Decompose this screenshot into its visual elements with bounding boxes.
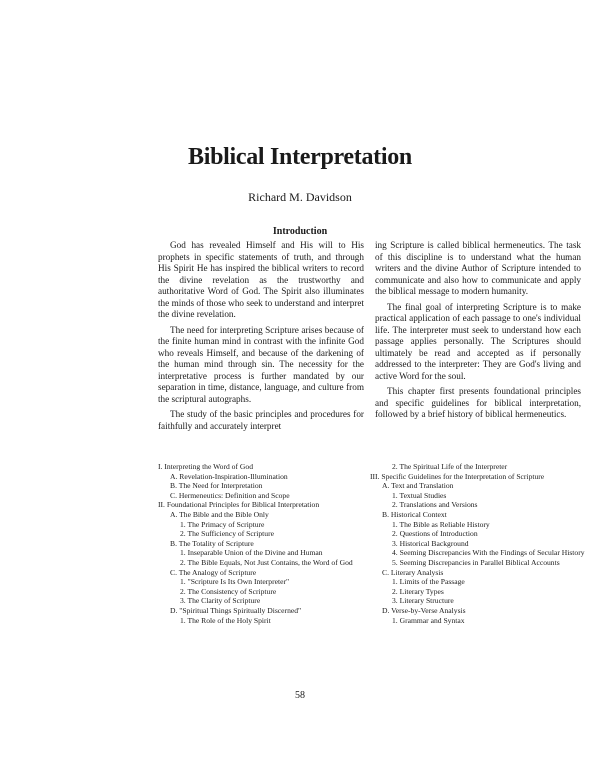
- paragraph: The final goal of interpreting Scripture is to make practical application of each passage to one's individual life. The interpreter must seek to understand how each passage applies personally. The Scriptures should ultimately be read and accepted as if personally addressed to the interpreter: They are God's living and active Word for the soul.: [375, 301, 581, 381]
- outline-item: 1. The Bible as Reliable History: [392, 519, 490, 529]
- outline-item: 2. The Consistency of Scripture: [180, 586, 277, 596]
- outline-item: 2. Questions of Introduction: [392, 529, 478, 539]
- outline-item: 2. Translations and Versions: [392, 500, 478, 510]
- outline-item: 4. Seeming Discrepancies With the Findings of Secular History: [392, 548, 585, 558]
- outline-item: 1. The Role of the Holy Spirit: [180, 615, 271, 625]
- outline-right: [370, 462, 585, 625]
- outline-item: 2. The Bible Equals, Not Just Contains, the Word of God: [180, 557, 353, 567]
- outline-item: B. Historical Context: [382, 509, 447, 519]
- outline-left: [158, 462, 373, 625]
- outline-item: II. Foundational Principles for Biblical Interpretation: [158, 500, 320, 510]
- outline-item: 1. Limits of the Passage: [392, 577, 465, 587]
- outline-item: 5. Seeming Discrepancies in Parallel Biblical Accounts: [392, 557, 560, 567]
- left-text-column: [158, 240, 364, 436]
- outline-item: C. Hermeneutics: Definition and Scope: [170, 490, 290, 500]
- outline-item: 3. Literary Structure: [392, 596, 454, 606]
- paragraph: This chapter first presents foundational principles and specific guidelines for biblical interpretation, followed by a brief history of biblical hermeneutics.: [375, 386, 581, 419]
- paragraph: ing Scripture is called biblical hermeneutics. The task of this discipline is to understand what the human writers and the divine Author of Scripture intended to communicate and also how to communicate and apply the biblical message to modern humanity.: [375, 240, 581, 296]
- paragraph: The study of the basic principles and procedures for faithfully and accurately interpret: [158, 409, 364, 431]
- page-title: Biblical Interpretation: [188, 144, 412, 171]
- paragraph: God has revealed Himself and His will to His prophets in specific statements of truth, and through His Spirit He has inspired the biblical writers to record the divine revelation as the trustworthy and authoritative Word of God. The Spirit also illuminates the minds of those who seek to understand and interpret the divine revelation.: [158, 240, 364, 319]
- outline-item: 3. Historical Background: [392, 538, 469, 548]
- outline-item: B. The Totality of Scripture: [170, 538, 254, 548]
- outline-item: D. "Spiritual Things Spiritually Discerned": [170, 605, 302, 615]
- outline-item: C. Literary Analysis: [382, 567, 444, 577]
- outline-item: A. Revelation-Inspiration-Illumination: [170, 471, 288, 481]
- outline-item: 1. Grammar and Syntax: [392, 615, 465, 625]
- outline-item: 1. Inseparable Union of the Divine and Human: [180, 548, 323, 558]
- outline-item: A. The Bible and the Bible Only: [170, 509, 269, 519]
- outline-item: A. Text and Translation: [382, 481, 454, 491]
- paragraph: The need for interpreting Scripture arises because of the finite human mind in contrast with the infinite God who reveals Himself, and because of the darkening of the human mind through sin. The necessity for the interpretative process is further mandated by our separation in time, distance, language, and culture from the scriptural autographs.: [158, 324, 364, 404]
- right-text-column: [375, 240, 581, 425]
- outline-item: B. The Need for Interpretation: [170, 481, 263, 491]
- author-name: Richard M. Davidson: [248, 190, 352, 204]
- outline-item: 3. The Clarity of Scripture: [180, 596, 261, 606]
- outline-item: 1. Textual Studies: [392, 490, 447, 500]
- outline-item: 2. Literary Types: [392, 586, 444, 596]
- section-heading: Introduction: [272, 226, 328, 237]
- outline-item: 1. The Primacy of Scripture: [180, 519, 265, 529]
- outline-item: 1. "Scripture Is Its Own Interpreter": [180, 577, 290, 587]
- outline-item: C. The Analogy of Scripture: [170, 567, 257, 577]
- outline-item: III. Specific Guidelines for the Interpretation of Scripture: [370, 471, 545, 481]
- outline-item: D. Verse-by-Verse Analysis: [382, 605, 466, 615]
- outline-item: I. Interpreting the Word of God: [158, 462, 253, 471]
- outline-item: 2. The Sufficiency of Scripture: [180, 529, 274, 539]
- page-number: 58: [295, 690, 305, 701]
- outline-item: 2. The Spiritual Life of the Interpreter: [392, 462, 508, 471]
